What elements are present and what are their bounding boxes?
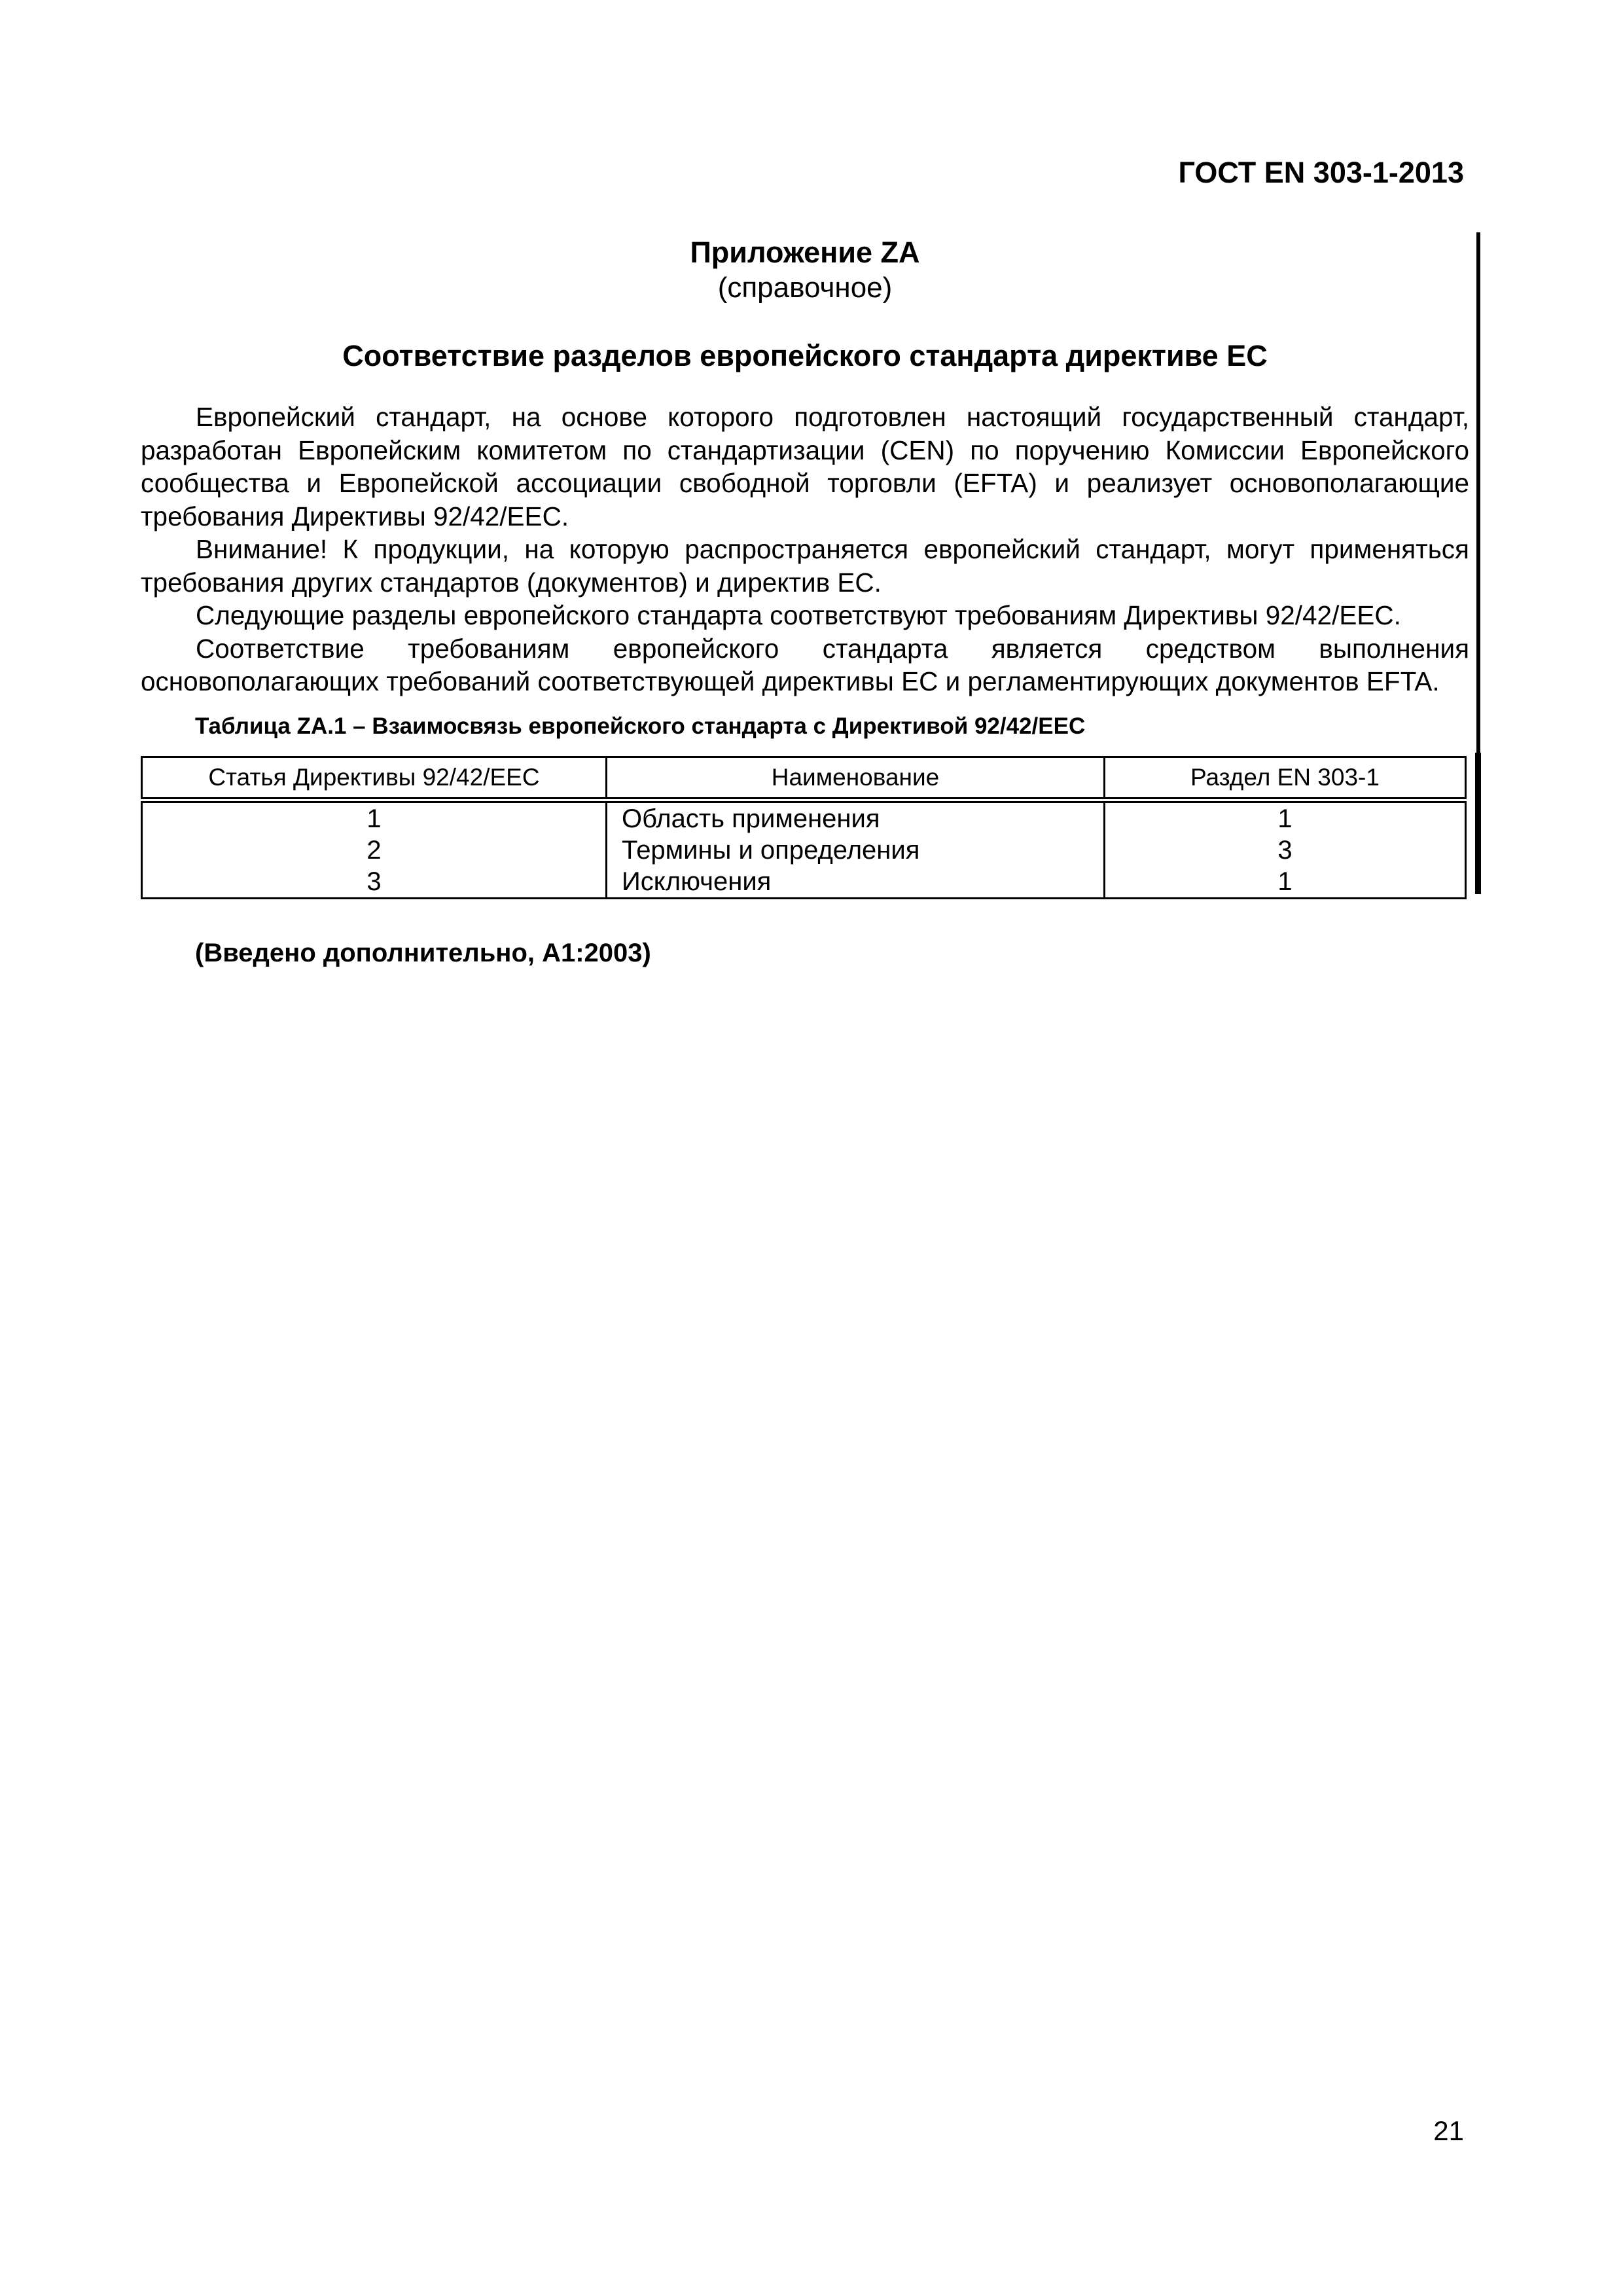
section-title: Соответствие разделов европейского стандарта директиве ЕС [342, 339, 1268, 372]
change-bar [1476, 232, 1480, 753]
column-header-section: Раздел EN 303-1 [1105, 757, 1466, 800]
paragraph: Европейский стандарт, на основе которого подготовлен настоящий государственный стандарт, разработан Европейским комитетом по стандартизации (CEN) по поручению Комиссии Европейского сообщества и Европейской ассоциации свободной торговли (EFTA) и реализует основополагающие требования Директивы 92/42/EEC. [141, 402, 1469, 531]
paragraph: Следующие разделы европейского стандарта соответствуют требованиям Директивы 92/42/EEC. [196, 600, 1401, 630]
column-header-name: Наименование [607, 757, 1105, 800]
cell-article: 1 [142, 800, 607, 835]
body-text [141, 401, 1469, 698]
cell-article: 2 [142, 834, 607, 866]
cell-section: 3 [1105, 834, 1466, 866]
table-row [142, 866, 1466, 899]
paragraph: Соответствие требованиям европейского стандарта является средством выполнения основополагающих требований соответствующей директивы ЕС и регламентирующих документов EFTA. [141, 633, 1469, 696]
cell-name: Исключения [607, 866, 1105, 899]
column-header-article: Статья Директивы 92/42/EEC [142, 757, 607, 800]
page-number: 21 [1433, 2115, 1464, 2146]
document-code: ГОСТ EN 303-1-2013 [1178, 156, 1464, 189]
change-bar-table [1475, 753, 1481, 894]
cell-name: Область применения [607, 800, 1105, 835]
amendment-note: (Введено дополнительно, A1:2003) [195, 939, 651, 967]
cell-section: 1 [1105, 800, 1466, 835]
table-header-row [142, 757, 1466, 800]
table-caption: Таблица ZA.1 – Взаимосвязь европейского стандарта с Директивой 92/42/EEC [195, 713, 1086, 739]
cell-name: Термины и определения [607, 834, 1105, 866]
table-row [142, 834, 1466, 866]
table-row [142, 800, 1466, 835]
cell-article: 3 [142, 866, 607, 899]
paragraph: Внимание! К продукции, на которую распространяется европейский стандарт, могут применяться требования других стандартов (документов) и директив ЕС. [141, 534, 1469, 598]
annex-subtitle: (справочное) [717, 272, 893, 304]
annex-title: Приложение ZA [690, 236, 920, 269]
directive-mapping-table [141, 756, 1467, 899]
cell-section: 1 [1105, 866, 1466, 899]
